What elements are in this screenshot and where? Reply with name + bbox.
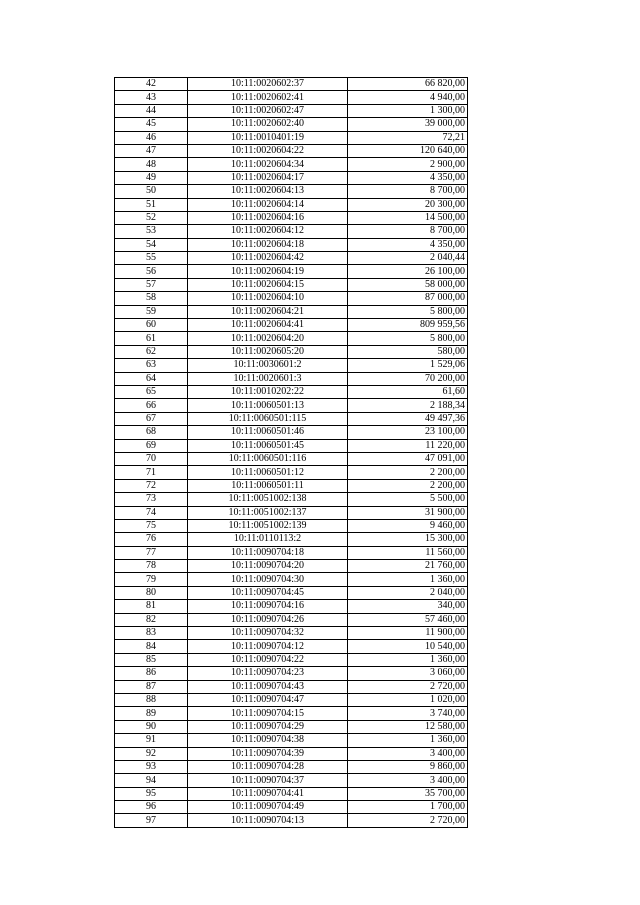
table-row xyxy=(115,680,468,693)
cadastral-number-cell: 10:11:0090704:30 xyxy=(188,573,348,586)
table-row xyxy=(115,359,468,372)
table-row xyxy=(115,426,468,439)
row-number-cell: 45 xyxy=(115,118,188,131)
value-cell: 3 400,00 xyxy=(348,747,468,760)
table-row xyxy=(115,653,468,666)
document-page xyxy=(114,77,468,828)
row-number-cell: 55 xyxy=(115,252,188,265)
row-number-cell: 52 xyxy=(115,211,188,224)
value-cell: 26 100,00 xyxy=(348,265,468,278)
value-cell: 9 860,00 xyxy=(348,760,468,773)
table-row xyxy=(115,305,468,318)
value-cell: 5 800,00 xyxy=(348,332,468,345)
table-row xyxy=(115,787,468,800)
value-cell: 2 720,00 xyxy=(348,680,468,693)
table-row xyxy=(115,519,468,532)
table-row xyxy=(115,238,468,251)
value-cell: 2 900,00 xyxy=(348,158,468,171)
table-row xyxy=(115,319,468,332)
row-number-cell: 59 xyxy=(115,305,188,318)
value-cell: 39 000,00 xyxy=(348,118,468,131)
cadastral-number-cell: 10:11:0020602:40 xyxy=(188,118,348,131)
table-row xyxy=(115,573,468,586)
cadastral-number-cell: 10:11:0020604:10 xyxy=(188,292,348,305)
row-number-cell: 48 xyxy=(115,158,188,171)
cadastral-number-cell: 10:11:0010202:22 xyxy=(188,385,348,398)
row-number-cell: 70 xyxy=(115,452,188,465)
table-row xyxy=(115,399,468,412)
cadastral-number-cell: 10:11:0060501:45 xyxy=(188,439,348,452)
cadastral-number-cell: 10:11:0020604:16 xyxy=(188,211,348,224)
table-row xyxy=(115,613,468,626)
value-cell: 23 100,00 xyxy=(348,426,468,439)
table-row xyxy=(115,185,468,198)
cadastral-number-cell: 10:11:0030601:2 xyxy=(188,359,348,372)
table-body xyxy=(115,78,468,828)
value-cell: 1 020,00 xyxy=(348,693,468,706)
cadastral-number-cell: 10:11:0090704:18 xyxy=(188,546,348,559)
row-number-cell: 65 xyxy=(115,385,188,398)
row-number-cell: 42 xyxy=(115,78,188,91)
table-row xyxy=(115,171,468,184)
row-number-cell: 47 xyxy=(115,144,188,157)
cadastral-number-cell: 10:11:0110113:2 xyxy=(188,533,348,546)
value-cell: 10 540,00 xyxy=(348,640,468,653)
cadastral-number-cell: 10:11:0090704:39 xyxy=(188,747,348,760)
cadastral-number-cell: 10:11:0090704:29 xyxy=(188,720,348,733)
row-number-cell: 92 xyxy=(115,747,188,760)
value-cell: 809 959,56 xyxy=(348,319,468,332)
table-row xyxy=(115,600,468,613)
value-cell: 1 529,06 xyxy=(348,359,468,372)
value-cell: 3 740,00 xyxy=(348,707,468,720)
table-row xyxy=(115,667,468,680)
cadastral-number-cell: 10:11:0090704:15 xyxy=(188,707,348,720)
table-row xyxy=(115,720,468,733)
table-row xyxy=(115,372,468,385)
row-number-cell: 69 xyxy=(115,439,188,452)
table-row xyxy=(115,198,468,211)
cadastral-number-cell: 10:11:0020604:14 xyxy=(188,198,348,211)
row-number-cell: 63 xyxy=(115,359,188,372)
cadastral-number-cell: 10:11:0060501:116 xyxy=(188,452,348,465)
cadastral-number-cell: 10:11:0051002:137 xyxy=(188,506,348,519)
row-number-cell: 49 xyxy=(115,171,188,184)
value-cell: 2 040,44 xyxy=(348,252,468,265)
cadastral-number-cell: 10:11:0060501:11 xyxy=(188,479,348,492)
cadastral-number-cell: 10:11:0060501:13 xyxy=(188,399,348,412)
cadastral-number-cell: 10:11:0020604:17 xyxy=(188,171,348,184)
table-row xyxy=(115,560,468,573)
cadastral-number-cell: 10:11:0020601:3 xyxy=(188,372,348,385)
value-cell: 2 040,00 xyxy=(348,586,468,599)
row-number-cell: 88 xyxy=(115,693,188,706)
value-cell: 2 720,00 xyxy=(348,814,468,827)
row-number-cell: 87 xyxy=(115,680,188,693)
row-number-cell: 82 xyxy=(115,613,188,626)
value-cell: 35 700,00 xyxy=(348,787,468,800)
value-cell: 14 500,00 xyxy=(348,211,468,224)
cadastral-number-cell: 10:11:0090704:12 xyxy=(188,640,348,653)
table-row xyxy=(115,225,468,238)
value-cell: 1 300,00 xyxy=(348,104,468,117)
value-cell: 21 760,00 xyxy=(348,560,468,573)
cadastral-number-cell: 10:11:0090704:49 xyxy=(188,801,348,814)
value-cell: 3 400,00 xyxy=(348,774,468,787)
value-cell: 66 820,00 xyxy=(348,78,468,91)
cadastral-number-cell: 10:11:0090704:26 xyxy=(188,613,348,626)
table-row xyxy=(115,252,468,265)
table-row xyxy=(115,801,468,814)
table-row xyxy=(115,452,468,465)
table-row xyxy=(115,144,468,157)
row-number-cell: 67 xyxy=(115,412,188,425)
value-cell: 58 000,00 xyxy=(348,278,468,291)
cadastral-number-cell: 10:11:0020604:34 xyxy=(188,158,348,171)
cadastral-number-cell: 10:11:0020602:47 xyxy=(188,104,348,117)
value-cell: 2 188,34 xyxy=(348,399,468,412)
value-cell: 9 460,00 xyxy=(348,519,468,532)
value-cell: 4 350,00 xyxy=(348,171,468,184)
row-number-cell: 85 xyxy=(115,653,188,666)
table-row xyxy=(115,211,468,224)
table-row xyxy=(115,546,468,559)
row-number-cell: 54 xyxy=(115,238,188,251)
cadastral-number-cell: 10:11:0010401:19 xyxy=(188,131,348,144)
row-number-cell: 57 xyxy=(115,278,188,291)
cadastral-number-cell: 10:11:0020604:41 xyxy=(188,319,348,332)
cadastral-number-cell: 10:11:0020604:12 xyxy=(188,225,348,238)
table-row xyxy=(115,345,468,358)
value-cell: 47 091,00 xyxy=(348,452,468,465)
value-cell: 1 360,00 xyxy=(348,573,468,586)
cadastral-number-cell: 10:11:0090704:13 xyxy=(188,814,348,827)
row-number-cell: 77 xyxy=(115,546,188,559)
cadastral-number-cell: 10:11:0090704:20 xyxy=(188,560,348,573)
table-row xyxy=(115,707,468,720)
row-number-cell: 71 xyxy=(115,466,188,479)
value-cell: 49 497,36 xyxy=(348,412,468,425)
value-cell: 8 700,00 xyxy=(348,225,468,238)
cadastral-number-cell: 10:11:0020604:22 xyxy=(188,144,348,157)
value-cell: 11 900,00 xyxy=(348,627,468,640)
table-row xyxy=(115,640,468,653)
table-row xyxy=(115,91,468,104)
cadastral-number-cell: 10:11:0060501:12 xyxy=(188,466,348,479)
table-row xyxy=(115,412,468,425)
value-cell: 580,00 xyxy=(348,345,468,358)
table-row xyxy=(115,292,468,305)
cadastral-number-cell: 10:11:0090704:38 xyxy=(188,734,348,747)
row-number-cell: 78 xyxy=(115,560,188,573)
value-cell: 87 000,00 xyxy=(348,292,468,305)
row-number-cell: 72 xyxy=(115,479,188,492)
cadastral-number-cell: 10:11:0051002:139 xyxy=(188,519,348,532)
cadastral-number-cell: 10:11:0060501:46 xyxy=(188,426,348,439)
value-cell: 61,60 xyxy=(348,385,468,398)
row-number-cell: 93 xyxy=(115,760,188,773)
row-number-cell: 56 xyxy=(115,265,188,278)
table-row xyxy=(115,479,468,492)
cadastral-number-cell: 10:11:0020604:21 xyxy=(188,305,348,318)
row-number-cell: 44 xyxy=(115,104,188,117)
table-row xyxy=(115,104,468,117)
table-row xyxy=(115,265,468,278)
cadastral-number-cell: 10:11:0020604:18 xyxy=(188,238,348,251)
value-cell: 72,21 xyxy=(348,131,468,144)
row-number-cell: 96 xyxy=(115,801,188,814)
row-number-cell: 83 xyxy=(115,627,188,640)
cadastral-number-cell: 10:11:0020604:13 xyxy=(188,185,348,198)
value-cell: 1 360,00 xyxy=(348,734,468,747)
cadastral-number-cell: 10:11:0020604:15 xyxy=(188,278,348,291)
cadastral-number-cell: 10:11:0090704:23 xyxy=(188,667,348,680)
row-number-cell: 90 xyxy=(115,720,188,733)
table-row xyxy=(115,533,468,546)
row-number-cell: 84 xyxy=(115,640,188,653)
row-number-cell: 75 xyxy=(115,519,188,532)
row-number-cell: 89 xyxy=(115,707,188,720)
cadastral-number-cell: 10:11:0090704:22 xyxy=(188,653,348,666)
cadastral-number-cell: 10:11:0090704:16 xyxy=(188,600,348,613)
cadastral-number-cell: 10:11:0020604:19 xyxy=(188,265,348,278)
table-row xyxy=(115,586,468,599)
cadastral-number-cell: 10:11:0020604:42 xyxy=(188,252,348,265)
row-number-cell: 64 xyxy=(115,372,188,385)
value-cell: 2 200,00 xyxy=(348,479,468,492)
row-number-cell: 51 xyxy=(115,198,188,211)
value-cell: 12 580,00 xyxy=(348,720,468,733)
row-number-cell: 58 xyxy=(115,292,188,305)
row-number-cell: 61 xyxy=(115,332,188,345)
value-cell: 8 700,00 xyxy=(348,185,468,198)
row-number-cell: 50 xyxy=(115,185,188,198)
value-cell: 120 640,00 xyxy=(348,144,468,157)
value-cell: 5 500,00 xyxy=(348,493,468,506)
cadastral-number-cell: 10:11:0090704:28 xyxy=(188,760,348,773)
cadastral-number-cell: 10:11:0060501:115 xyxy=(188,412,348,425)
table-row xyxy=(115,385,468,398)
value-cell: 15 300,00 xyxy=(348,533,468,546)
value-cell: 11 560,00 xyxy=(348,546,468,559)
row-number-cell: 62 xyxy=(115,345,188,358)
table-row xyxy=(115,734,468,747)
table-row xyxy=(115,466,468,479)
cadastral-number-cell: 10:11:0020602:41 xyxy=(188,91,348,104)
value-cell: 2 200,00 xyxy=(348,466,468,479)
cadastral-number-cell: 10:11:0051002:138 xyxy=(188,493,348,506)
row-number-cell: 86 xyxy=(115,667,188,680)
value-cell: 31 900,00 xyxy=(348,506,468,519)
row-number-cell: 81 xyxy=(115,600,188,613)
table-row xyxy=(115,439,468,452)
table-row xyxy=(115,332,468,345)
row-number-cell: 53 xyxy=(115,225,188,238)
table-row xyxy=(115,506,468,519)
value-cell: 4 350,00 xyxy=(348,238,468,251)
cadastral-number-cell: 10:11:0090704:47 xyxy=(188,693,348,706)
table-row xyxy=(115,693,468,706)
row-number-cell: 73 xyxy=(115,493,188,506)
table-row xyxy=(115,774,468,787)
table-row xyxy=(115,760,468,773)
table-row xyxy=(115,158,468,171)
cadastral-number-cell: 10:11:0090704:43 xyxy=(188,680,348,693)
table-row xyxy=(115,131,468,144)
cadastral-number-cell: 10:11:0090704:45 xyxy=(188,586,348,599)
table-row xyxy=(115,118,468,131)
cadastral-number-cell: 10:11:0020602:37 xyxy=(188,78,348,91)
value-cell: 1 360,00 xyxy=(348,653,468,666)
value-cell: 5 800,00 xyxy=(348,305,468,318)
table-row xyxy=(115,78,468,91)
cadastral-table xyxy=(114,77,468,828)
row-number-cell: 46 xyxy=(115,131,188,144)
cadastral-number-cell: 10:11:0020605:20 xyxy=(188,345,348,358)
row-number-cell: 74 xyxy=(115,506,188,519)
cadastral-number-cell: 10:11:0090704:37 xyxy=(188,774,348,787)
value-cell: 11 220,00 xyxy=(348,439,468,452)
value-cell: 70 200,00 xyxy=(348,372,468,385)
row-number-cell: 66 xyxy=(115,399,188,412)
row-number-cell: 68 xyxy=(115,426,188,439)
table-row xyxy=(115,493,468,506)
row-number-cell: 95 xyxy=(115,787,188,800)
row-number-cell: 79 xyxy=(115,573,188,586)
row-number-cell: 76 xyxy=(115,533,188,546)
row-number-cell: 91 xyxy=(115,734,188,747)
value-cell: 3 060,00 xyxy=(348,667,468,680)
value-cell: 20 300,00 xyxy=(348,198,468,211)
table-row xyxy=(115,278,468,291)
cadastral-number-cell: 10:11:0020604:20 xyxy=(188,332,348,345)
table-row xyxy=(115,627,468,640)
row-number-cell: 80 xyxy=(115,586,188,599)
table-row xyxy=(115,814,468,827)
row-number-cell: 94 xyxy=(115,774,188,787)
value-cell: 340,00 xyxy=(348,600,468,613)
value-cell: 4 940,00 xyxy=(348,91,468,104)
table-row xyxy=(115,747,468,760)
row-number-cell: 60 xyxy=(115,319,188,332)
row-number-cell: 97 xyxy=(115,814,188,827)
row-number-cell: 43 xyxy=(115,91,188,104)
cadastral-number-cell: 10:11:0090704:32 xyxy=(188,627,348,640)
value-cell: 57 460,00 xyxy=(348,613,468,626)
cadastral-number-cell: 10:11:0090704:41 xyxy=(188,787,348,800)
value-cell: 1 700,00 xyxy=(348,801,468,814)
